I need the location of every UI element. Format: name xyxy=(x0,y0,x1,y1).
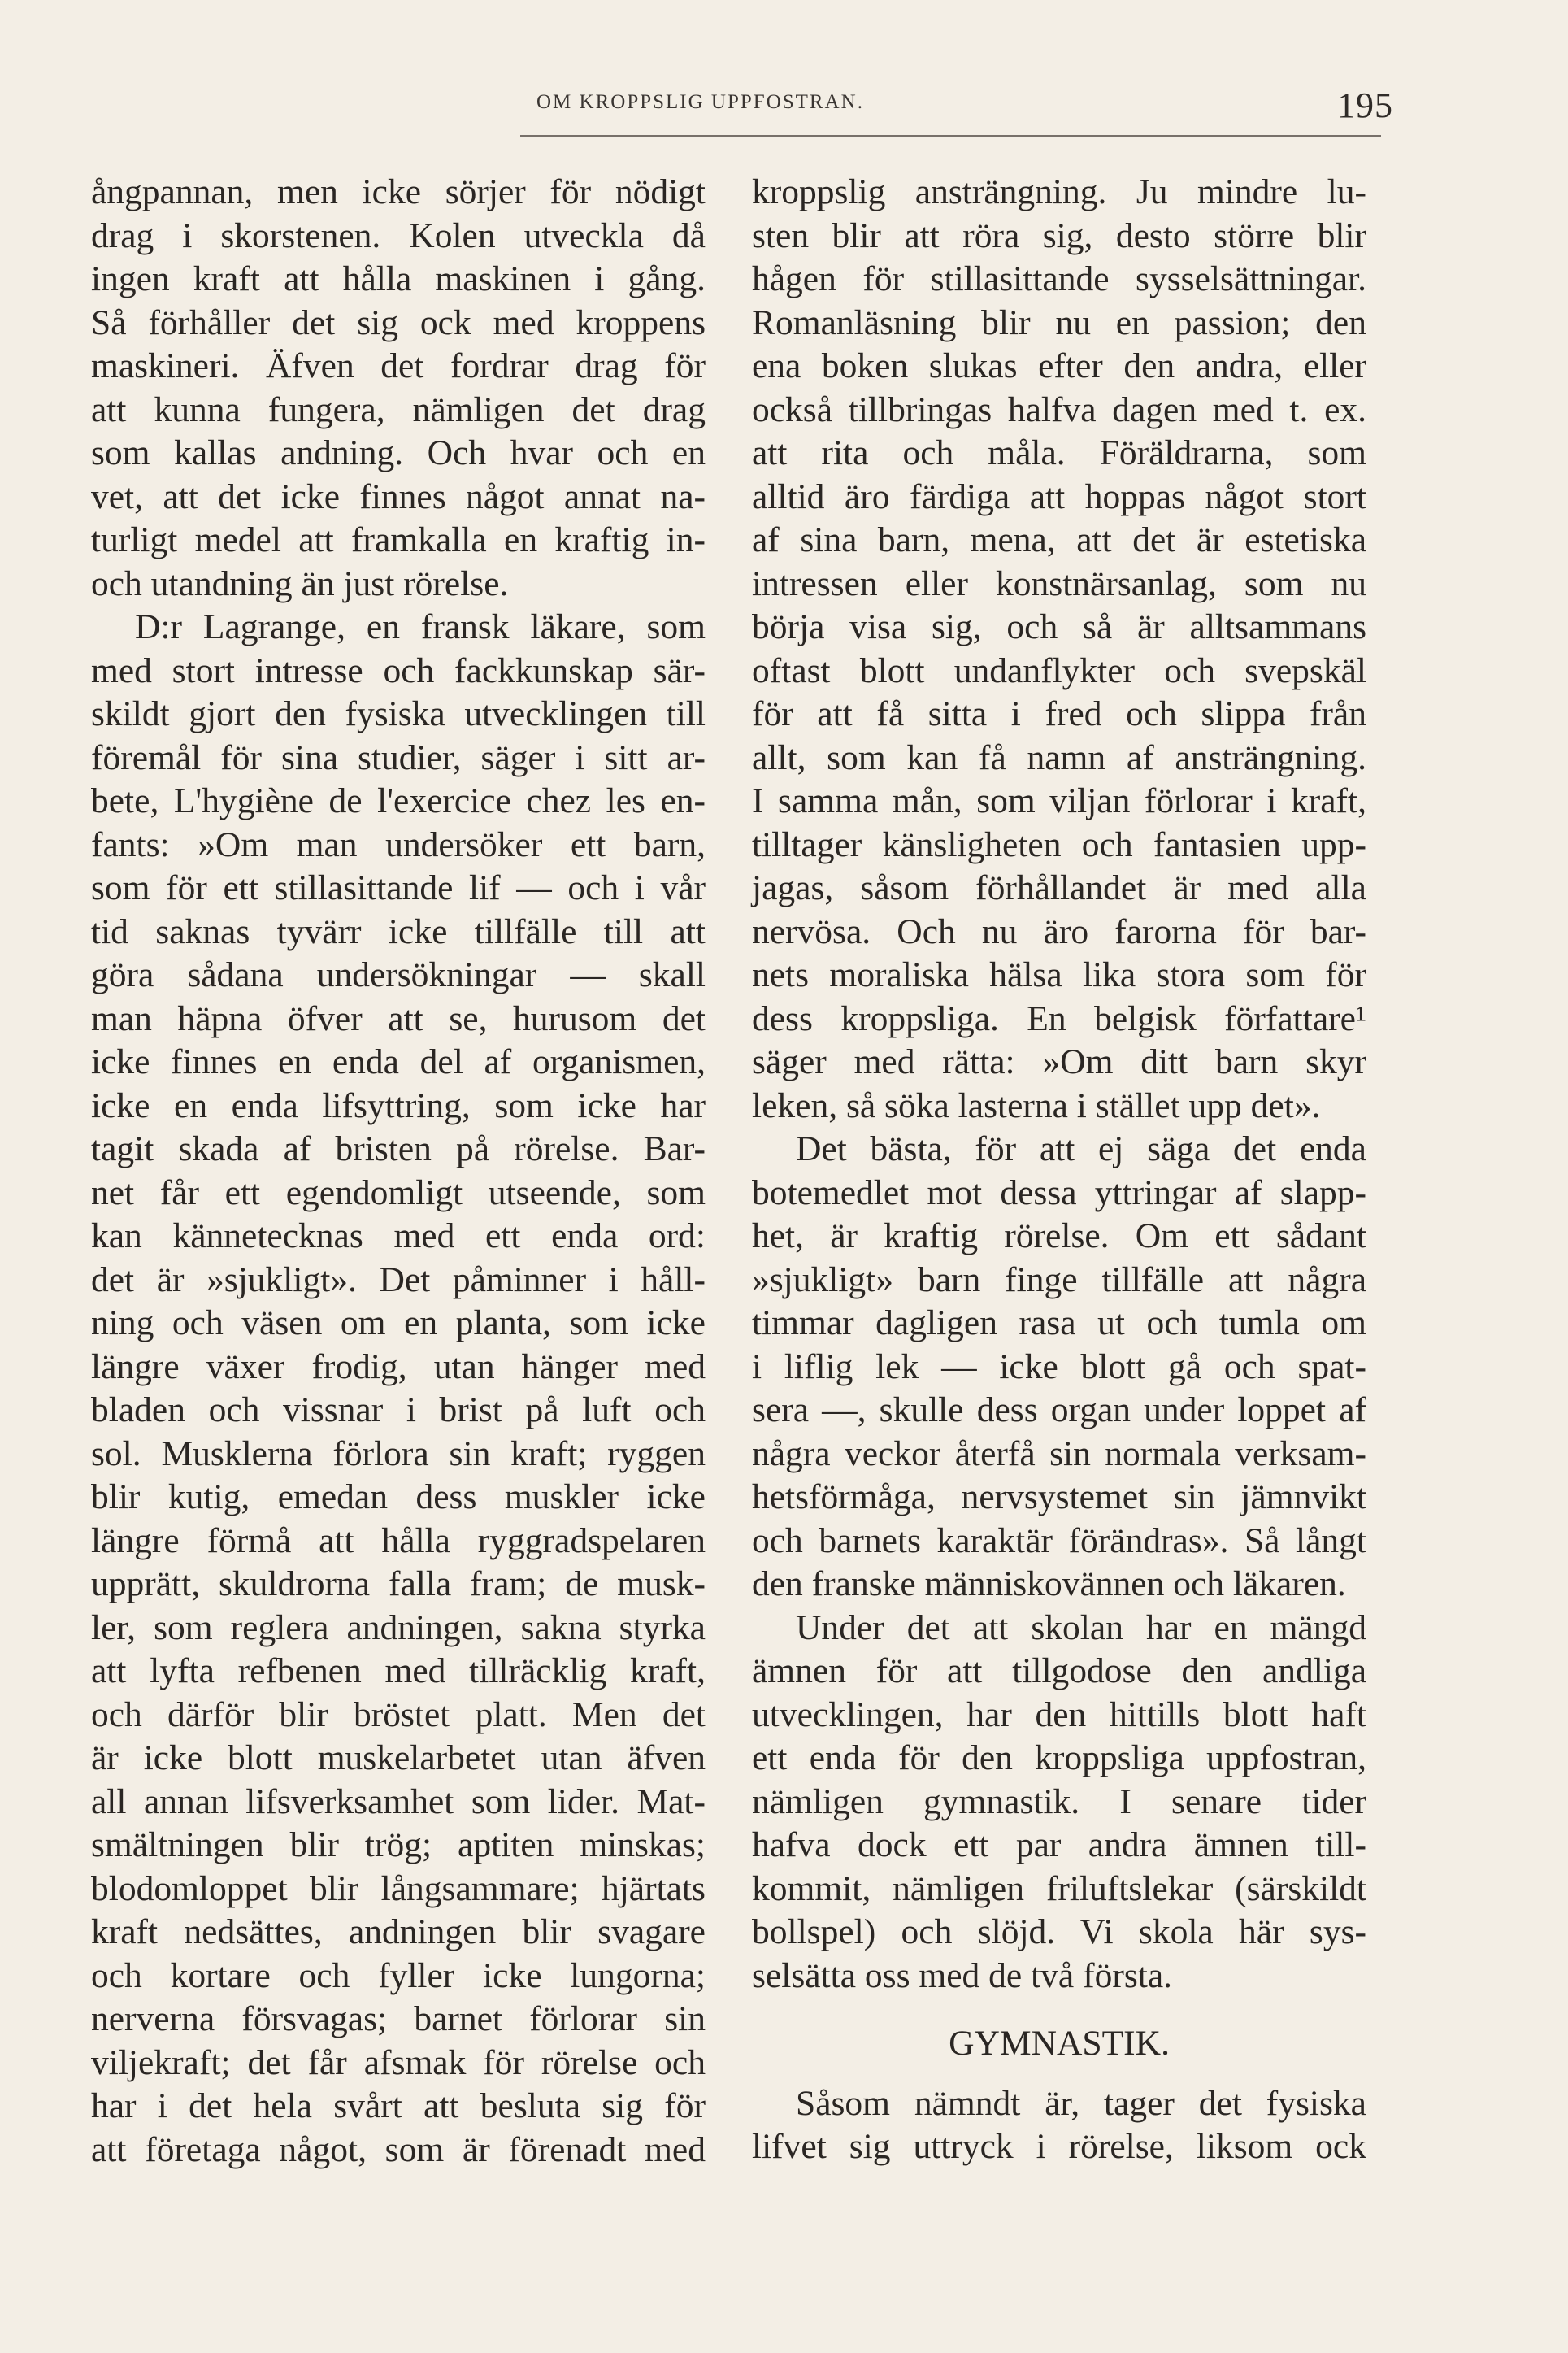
text-line: blir kutig, emedan dess muskler icke xyxy=(91,1477,706,1516)
text-line: selsätta oss med de två första. xyxy=(752,1955,1173,1995)
text-line: Romanläsning blir nu en passion; den xyxy=(752,302,1366,342)
text-line: med stort intresse och fackkunskap sär- xyxy=(91,650,706,690)
section-heading: GYMNASTIK. xyxy=(949,2024,1170,2063)
header-rule xyxy=(520,135,1381,137)
text-line: utvecklingen, har den hittills blott haft xyxy=(752,1694,1366,1734)
text-line: och därför blir bröstet platt. Men det xyxy=(91,1694,706,1734)
text-line: längre växer frodig, utan hänger med xyxy=(91,1346,706,1386)
text-line: dess kroppsliga. En belgisk författare¹ xyxy=(752,998,1366,1038)
text-line: het, är kraftig rörelse. Om ett sådant xyxy=(752,1216,1366,1255)
text-line: ning och väsen om en planta, som icke xyxy=(91,1303,706,1342)
text-line: timmar dagligen rasa ut och tumla om xyxy=(752,1303,1366,1342)
text-line: har i det hela svårt att besluta sig för xyxy=(91,2086,706,2125)
text-line: kan kännetecknas med ett enda ord: xyxy=(91,1216,706,1255)
text-line: tilltager känsligheten och fantasien upp- xyxy=(752,824,1366,864)
text-line: botemedlet mot dessa yttringar af slapp- xyxy=(752,1172,1366,1212)
text-line: hafva dock ett par andra ämnen till- xyxy=(752,1825,1366,1864)
text-line: och kortare och fyller icke lungorna; xyxy=(91,1955,706,1995)
text-line: ångpannan, men icke sörjer för nödigt xyxy=(91,172,706,211)
text-line: nerverna försvagas; barnet förlorar sin xyxy=(91,1999,706,2038)
text-line: bladen och vissnar i brist på luft och xyxy=(91,1390,706,1429)
text-line: sten blir att röra sig, desto större blir xyxy=(752,215,1366,255)
text-line: och utandning än just rörelse. xyxy=(91,563,509,603)
text-line: Det bästa, för att ej säga det enda xyxy=(796,1129,1366,1168)
text-line: turligt medel att framkalla en kraftig in- xyxy=(91,520,706,559)
text-line: och barnets karaktär förändras». Så långt xyxy=(752,1520,1366,1560)
text-line: hetsförmåga, nervsystemet sin jämnvikt xyxy=(752,1477,1366,1516)
text-line: bete, L'hygiène de l'exercice chez les en- xyxy=(91,781,706,820)
text-line: ena boken slukas efter den andra, eller xyxy=(752,346,1366,385)
text-column-right xyxy=(752,171,1366,2169)
text-line: fants: »Om man undersöker ett barn, xyxy=(91,824,706,864)
text-line: är icke blott muskelarbetet utan äfven xyxy=(91,1738,706,1777)
text-line: skildt gjort den fysiska utvecklingen till xyxy=(91,694,706,733)
text-line: D:r Lagrange, en fransk läkare, som xyxy=(135,607,706,646)
text-line: ett enda för den kroppsliga uppfostran, xyxy=(752,1738,1366,1777)
text-line: Under det att skolan har en mängd xyxy=(796,1607,1366,1647)
text-line: oftast blott undanflykter och svepskäl xyxy=(752,650,1366,690)
text-line: leken, så söka lasterna i stället upp det». xyxy=(752,1085,1321,1125)
text-line: alltid äro färdiga att hoppas något stort xyxy=(752,476,1366,516)
page-number: 195 xyxy=(1337,85,1393,125)
text-line: tid saknas tyvärr icke tillfälle till att xyxy=(91,911,706,951)
text-line: tagit skada af bristen på rörelse. Bar- xyxy=(91,1129,706,1168)
text-line: den franske människovännen och läkaren. xyxy=(752,1564,1346,1603)
text-line: att rita och måla. Föräldrarna, som xyxy=(752,433,1366,472)
text-line: börja visa sig, och så är alltsammans xyxy=(752,607,1366,646)
text-line: Såsom nämndt är, tager det fysiska xyxy=(796,2083,1366,2123)
text-line: kroppslig ansträngning. Ju mindre lu- xyxy=(752,172,1366,211)
text-line: nämligen gymnastik. I senare tider xyxy=(752,1781,1366,1821)
text-line: nervösa. Och nu äro farorna för bar- xyxy=(752,911,1366,951)
text-line: kraft nedsättes, andningen blir svagare xyxy=(91,1912,706,1951)
text-line: också tillbringas halfva dagen med t. ex. xyxy=(752,389,1366,429)
text-line: som kallas andning. Och hvar och en xyxy=(91,433,706,472)
text-line: nets moraliska hälsa lika stora som för xyxy=(752,955,1366,994)
text-line: icke en enda lifsyttring, som icke har xyxy=(91,1085,706,1125)
text-line: af sina barn, mena, att det är estetiska xyxy=(752,520,1366,559)
text-line: bollspel) och slöjd. Vi skola här sys- xyxy=(752,1912,1366,1951)
text-line: för att få sitta i fred och slippa från xyxy=(752,694,1366,733)
running-title: OM KROPPSLIG UPPFOSTRAN. xyxy=(536,91,864,113)
text-line: hågen för stillasittande sysselsättningar. xyxy=(752,259,1366,298)
text-line: allt, som kan få namn af ansträngning. xyxy=(752,737,1366,777)
text-line: I samma mån, som viljan förlorar i kraft, xyxy=(752,781,1366,820)
text-line: längre förmå att hålla ryggradspelaren xyxy=(91,1520,706,1560)
text-column-left xyxy=(91,171,706,2172)
text-line: »sjukligt» barn finge tillfälle att några xyxy=(752,1259,1366,1299)
text-line: som för ett stillasittande lif — och i vår xyxy=(91,868,706,907)
text-line: Så förhåller det sig ock med kroppens xyxy=(91,302,706,342)
text-line: i liflig lek — icke blott gå och spat- xyxy=(752,1346,1366,1386)
text-line: att företaga något, som är förenadt med xyxy=(91,2129,706,2169)
text-line: ingen kraft att hålla maskinen i gång. xyxy=(91,259,706,298)
text-line: ler, som reglera andningen, sakna styrka xyxy=(91,1607,706,1647)
text-line: ämnen för att tillgodose den andliga xyxy=(752,1651,1366,1690)
text-line: att lyfta refbenen med tillräcklig kraft, xyxy=(91,1651,706,1690)
text-line: blodomloppet blir långsammare; hjärtats xyxy=(91,1868,706,1908)
text-line: föremål för sina studier, säger i sitt ar- xyxy=(91,737,706,777)
text-line: jagas, såsom förhållandet är med alla xyxy=(752,868,1366,907)
text-line: viljekraft; det får afsmak för rörelse och xyxy=(91,2042,706,2082)
text-line: sol. Musklerna förlora sin kraft; ryggen xyxy=(91,1433,706,1473)
text-line: man häpna öfver att se, hurusom det xyxy=(91,998,706,1038)
text-line: maskineri. Äfven det fordrar drag för xyxy=(91,346,706,385)
text-line: vet, att det icke finnes något annat na- xyxy=(91,476,706,516)
text-line: intressen eller konstnärsanlag, som nu xyxy=(752,563,1366,603)
text-line: drag i skorstenen. Kolen utveckla då xyxy=(91,215,706,255)
text-line: all annan lifsverksamhet som lider. Mat- xyxy=(91,1781,706,1821)
text-line: några veckor återfå sin normala verksam- xyxy=(752,1433,1366,1473)
text-line: icke finnes en enda del af organismen, xyxy=(91,1042,706,1081)
text-line: kommit, nämligen friluftslekar (särskildt xyxy=(752,1868,1366,1908)
text-line: sera —, skulle dess organ under loppet af xyxy=(752,1390,1366,1429)
text-line: göra sådana undersökningar — skall xyxy=(91,955,706,994)
text-line: säger med rätta: »Om ditt barn skyr xyxy=(752,1042,1366,1081)
text-line: upprätt, skuldrorna falla fram; de musk- xyxy=(91,1564,706,1603)
text-line: lifvet sig uttryck i rörelse, liksom ock xyxy=(752,2127,1366,2166)
text-line: det är »sjukligt». Det påminner i håll- xyxy=(91,1259,706,1299)
text-line: att kunna fungera, nämligen det drag xyxy=(91,389,706,429)
text-line: smältningen blir trög; aptiten minskas; xyxy=(91,1825,706,1864)
text-line: net får ett egendomligt utseende, som xyxy=(91,1172,706,1212)
